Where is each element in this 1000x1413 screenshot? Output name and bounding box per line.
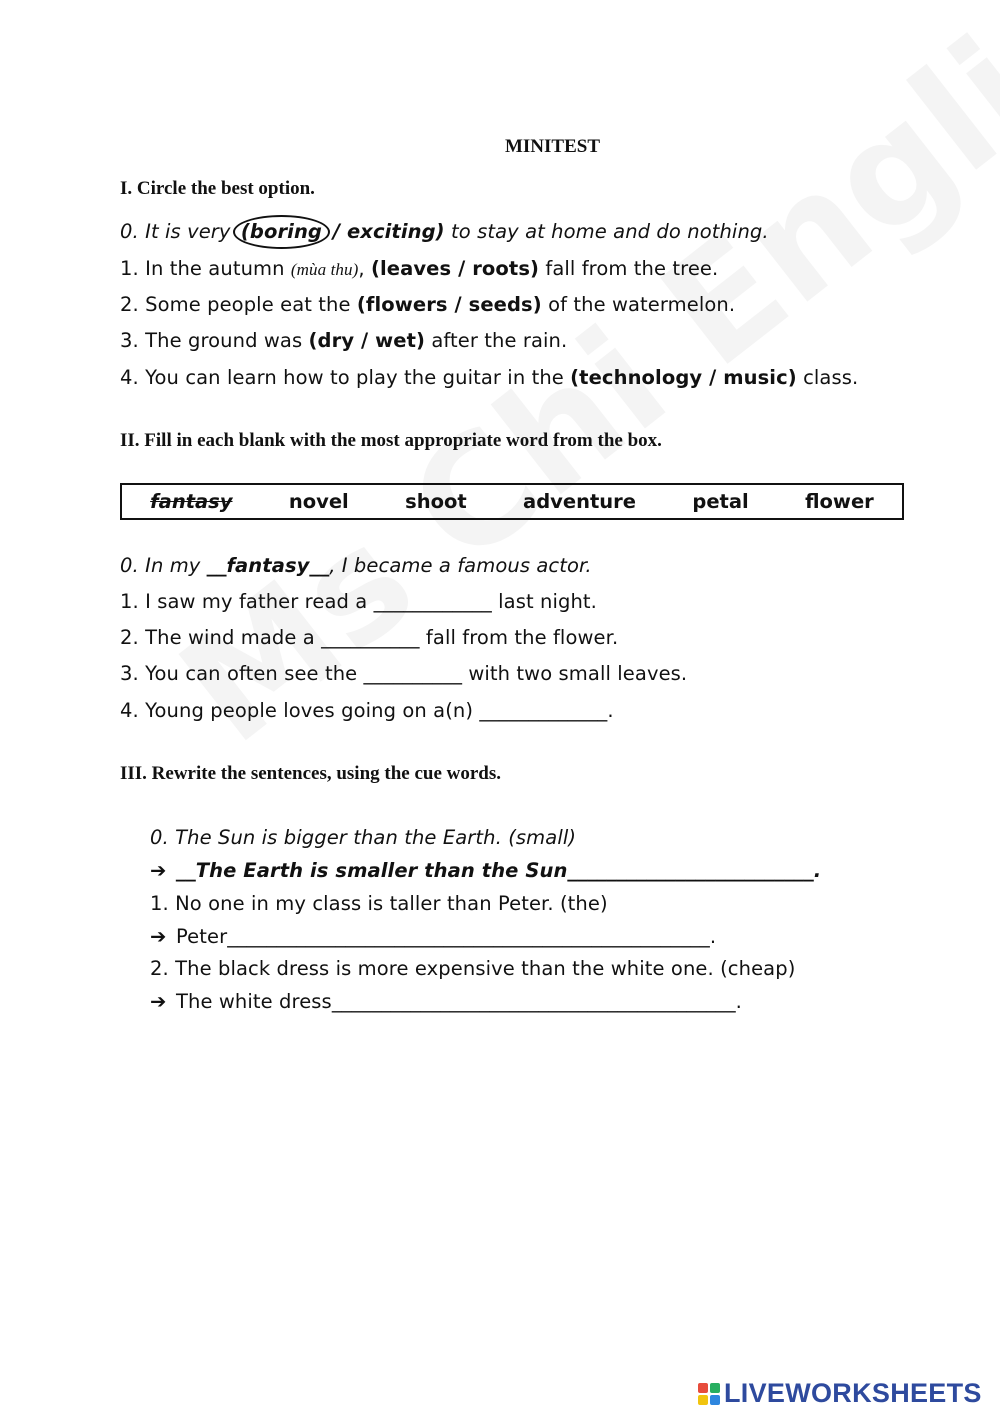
logo-square [698,1383,708,1393]
section-3-heading: III. Rewrite the sentences, using the cue words. [120,763,502,784]
word-box-item: shoot [405,490,467,513]
s1-item-1-comma: , [358,257,371,280]
s3-item-0-answer [150,859,821,882]
s1-item-3 [120,329,567,352]
word-box-item: novel [288,490,349,513]
logo-text: LIVEWORKSHEETS [724,1378,982,1408]
s1-item-1 [120,257,718,280]
s3-item-2-answer-text: The white dress_________________________________________. [176,990,742,1013]
s1-item-3-post: after the rain. [425,329,568,352]
s1-item-1-note: (mùa thu) [290,260,359,279]
s1-item-4 [120,366,858,389]
logo-square [698,1395,708,1405]
word-box-item: flower [805,490,874,513]
s1-item-3-option[interactable]: (dry / wet) [308,329,426,352]
s1-item-1-post: fall from the tree. [539,257,719,280]
arrow-icon: ➔ [150,859,167,882]
s3-item-1-sentence: 1. No one in my class is taller than Peter. (the) [150,892,608,915]
s2-item-2[interactable]: 2. The wind made a __________ fall from the flower. [120,626,619,649]
s1-item-1-text: 1. In the autumn [120,257,291,280]
arrow-icon: ➔ [150,925,167,948]
s3-item-2-sentence: 2. The black dress is more expensive than the white one. (cheap) [150,957,796,980]
word-box-item: adventure [523,490,637,513]
page-title: MINITEST [504,136,601,157]
word-box [120,483,904,520]
s2-item-0 [120,554,592,577]
logo-square [710,1395,720,1405]
s1-item-2-text: 2. Some people eat the [120,293,357,316]
s2-item-0-post: , I became a famous actor. [329,554,592,577]
s1-item-4-text: 4. You can learn how to play the guitar in the [120,366,571,389]
logo-mark-icon [698,1383,720,1405]
arrow-icon: ➔ [150,990,167,1013]
s2-item-3[interactable]: 3. You can often see the __________ with two small leaves. [120,662,688,685]
liveworksheets-logo [698,1378,982,1409]
s1-item-0-option: / exciting) [325,220,445,243]
s3-item-0-sentence: 0. The Sun is bigger than the Earth. (small) [150,826,577,849]
s2-item-4[interactable]: 4. Young people loves going on a(n) _____________. [120,699,614,722]
s1-item-4-option[interactable]: (technology / music) [570,366,797,389]
s1-item-4-post: class. [796,366,859,389]
word-box-item: petal [692,490,749,513]
s1-item-2 [120,293,735,316]
s3-item-1-answer[interactable] [150,925,716,948]
s1-item-2-option[interactable]: (flowers / seeds) [356,293,542,316]
s1-item-1-option[interactable]: (leaves / roots) [370,257,540,280]
section-2-heading: II. Fill in each blank with the most appropriate word from the box. [120,430,662,451]
section-1-heading: I. Circle the best option. [120,178,315,199]
s3-item-0-answer-text: __The Earth is smaller than the Sun_________________________. [176,859,822,882]
s1-item-0 [120,220,769,243]
circled-answer: (boring [233,215,330,249]
s1-item-0-post: to stay at home and do nothing. [444,220,769,243]
s2-item-1[interactable]: 1. I saw my father read a ____________ last night. [120,590,597,613]
s3-item-2-answer[interactable] [150,990,742,1013]
s1-item-2-post: of the watermelon. [541,293,736,316]
s2-item-0-answer: __fantasy__ [206,554,330,577]
s2-item-0-text: 0. In my [120,554,207,577]
s3-item-1-answer-text: Peter_________________________________________________. [176,925,717,948]
word-box-item: fantasy [150,490,233,513]
s1-item-0-text: 0. It is very [120,220,237,243]
logo-square [710,1383,720,1393]
s1-item-3-text: 3. The ground was [120,329,309,352]
